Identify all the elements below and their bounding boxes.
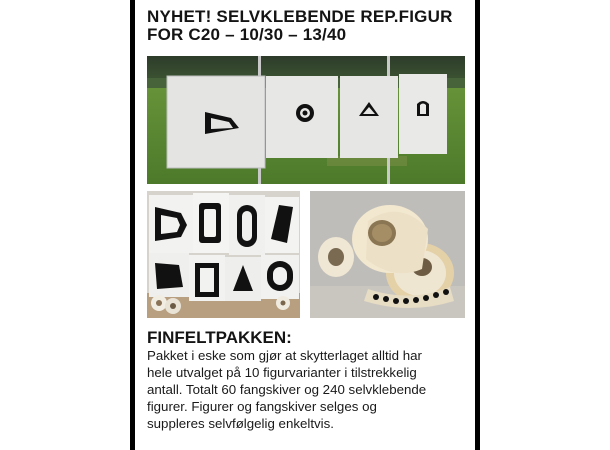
body-line-3: antall. Totalt 60 fangskiver og 240 selvklebende xyxy=(147,382,427,397)
target-boards-photo xyxy=(147,56,465,184)
body-line-5: suppleres selvfølgelig enkeltvis. xyxy=(147,416,334,431)
left-border-bar xyxy=(130,0,135,450)
sticker-rolls-photo xyxy=(310,191,465,318)
title-line-2: FOR C20 – 10/30 – 13/40 xyxy=(147,25,347,44)
sticker-sheets-photo xyxy=(147,191,300,318)
section-heading: FINFELTPAKKEN: xyxy=(147,328,292,347)
body-line-1: Pakket i eske som gjør at skytterlaget alltid har xyxy=(147,348,422,363)
page-title xyxy=(147,8,467,44)
section-body xyxy=(147,347,471,432)
board-1 xyxy=(167,76,265,168)
board-2 xyxy=(266,76,338,158)
title-line-1: NYHET! SELVKLEBENDE REP.FIGUR xyxy=(147,7,453,26)
body-line-4: figurer. Figurer og fangskiver selges og xyxy=(147,399,377,414)
board-3 xyxy=(340,76,398,158)
body-line-2: hele utvalget på 10 figurvarianter i tilstrekkelig xyxy=(147,365,417,380)
board-4 xyxy=(399,74,447,154)
right-border-bar xyxy=(475,0,480,450)
